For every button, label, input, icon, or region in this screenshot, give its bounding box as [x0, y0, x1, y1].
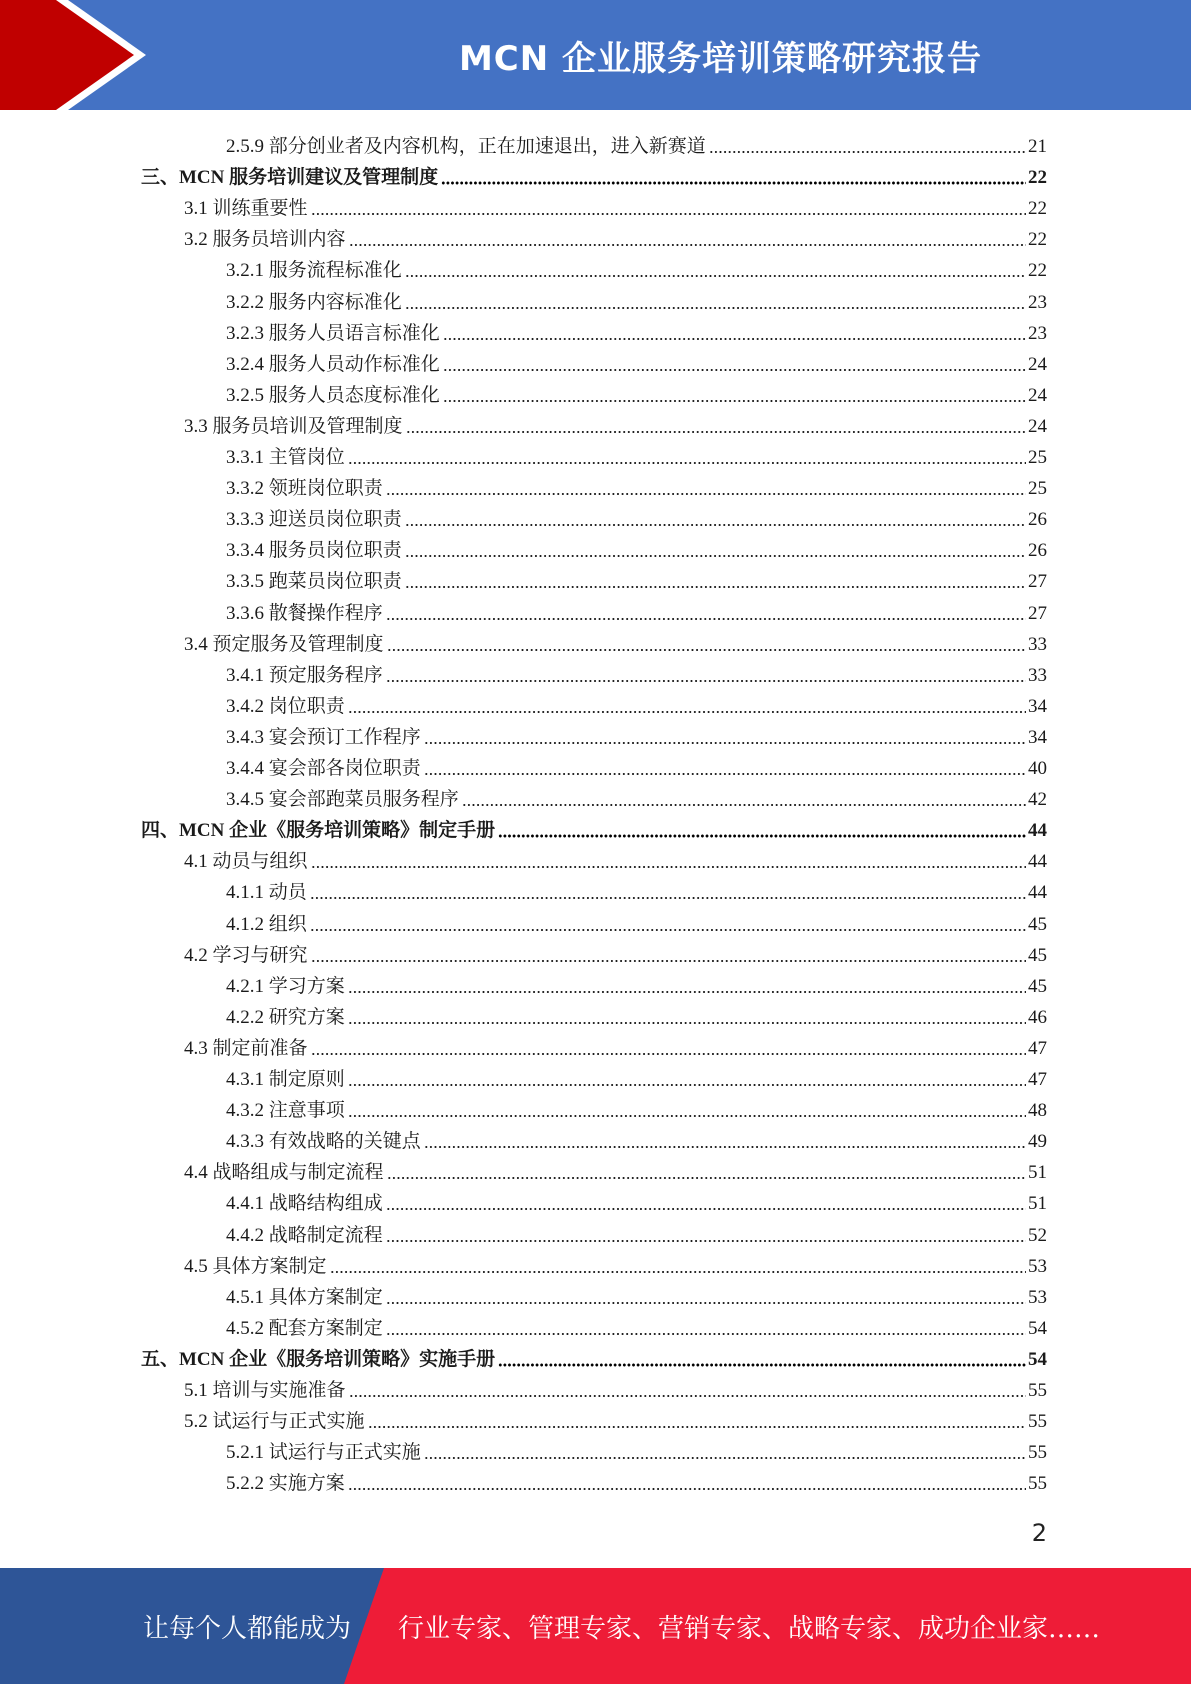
toc-entry-label: 4.1 动员与组织: [184, 851, 308, 873]
toc-entry-page: 22: [1028, 229, 1047, 251]
toc-leader-dots: [462, 803, 1026, 807]
toc-entry-label: 5.2.1 试运行与正式实施: [226, 1442, 421, 1464]
toc-entry[interactable]: [226, 251, 1047, 282]
toc-leader-dots: [386, 679, 1026, 683]
toc-entry[interactable]: [226, 283, 1047, 314]
toc-entry-label: 4.1.1 动员: [226, 882, 307, 904]
toc-entry-label: 4.5.1 具体方案制定: [226, 1286, 383, 1308]
toc-leader-dots: [443, 368, 1026, 372]
toc-entry[interactable]: [184, 1153, 1047, 1184]
toc-entry[interactable]: [226, 1216, 1047, 1247]
toc-leader-dots: [330, 1270, 1026, 1274]
toc-entry-page: 54: [1028, 1317, 1047, 1339]
toc-entry[interactable]: [226, 1122, 1047, 1153]
toc-entry-label: 3.3.6 散餐操作程序: [226, 602, 383, 624]
toc-entry-page: 27: [1028, 571, 1047, 593]
toc-entry-page: 49: [1028, 1131, 1047, 1153]
toc-entry-page: 54: [1028, 1348, 1047, 1370]
toc-entry-page: 21: [1028, 136, 1047, 157]
toc-entry-page: 33: [1028, 633, 1047, 655]
toc-entry-label: 3.4 预定服务及管理制度: [184, 633, 384, 655]
toc-entry-label: 3.2.2 服务内容标准化: [226, 291, 402, 313]
header-chevron-icon: [0, 0, 260, 110]
toc-leader-dots: [310, 896, 1026, 900]
toc-entry-page: 34: [1028, 726, 1047, 748]
toc-entry-page: 27: [1028, 602, 1047, 624]
toc-entry[interactable]: [226, 500, 1047, 531]
toc-leader-dots: [311, 865, 1026, 869]
toc-entry-page: 25: [1028, 447, 1047, 468]
toc-entry-label: 3.3.1 主管岗位: [226, 447, 345, 468]
toc-leader-dots: [405, 274, 1026, 278]
toc-entry-label: 三、MCN 服务培训建议及管理制度: [141, 167, 439, 189]
toc-leader-dots: [386, 617, 1026, 621]
toc-entry-label: 3.2.3 服务人员语言标准化: [226, 322, 440, 344]
toc-entry-page: 44: [1028, 820, 1047, 842]
toc-leader-dots: [424, 741, 1026, 745]
toc-entry-page: 22: [1028, 260, 1047, 282]
toc-entry[interactable]: [226, 314, 1047, 345]
toc-leader-dots: [349, 243, 1026, 247]
toc-entry-page: 23: [1028, 322, 1047, 344]
toc-entry-page: 51: [1028, 1193, 1047, 1215]
toc-entry[interactable]: [184, 625, 1047, 656]
toc-entry-label: 5.1 培训与实施准备: [184, 1380, 346, 1401]
toc-entry-page: 22: [1028, 167, 1047, 189]
toc-leader-dots: [424, 1145, 1026, 1149]
toc-leader-dots: [311, 212, 1026, 216]
toc-leader-dots: [405, 523, 1026, 527]
toc-entry-page: 55: [1028, 1411, 1047, 1433]
toc-leader-dots: [405, 306, 1026, 310]
toc-entry-page: 23: [1028, 291, 1047, 313]
toc-entry-label: 五、MCN 企业《服务培训策略》实施手册: [141, 1348, 496, 1370]
toc-leader-dots: [386, 492, 1026, 496]
toc-entry-page: 24: [1028, 415, 1047, 437]
toc-entry[interactable]: [226, 687, 1047, 718]
footer-slogan-right: 行业专家、管理专家、营销专家、战略专家、成功企业家……: [398, 1613, 1101, 1644]
toc-entry-label: 4.5.2 配套方案制定: [226, 1317, 383, 1339]
toc-leader-dots: [311, 1052, 1026, 1056]
toc-entry-label: 3.4.4 宴会部各岗位职责: [226, 758, 421, 779]
toc-leader-dots: [405, 585, 1026, 589]
toc-leader-dots: [443, 337, 1026, 341]
toc-entry[interactable]: [226, 1184, 1047, 1215]
toc-entry[interactable]: [226, 438, 1047, 469]
toc-entry-page: 55: [1028, 1380, 1047, 1401]
toc-entry-page: 53: [1028, 1255, 1047, 1277]
toc-entry-page: 26: [1028, 540, 1047, 562]
toc-leader-dots: [348, 1083, 1026, 1087]
toc-leader-dots: [349, 1394, 1026, 1398]
toc-entry-label: 4.3.1 制定原则: [226, 1069, 345, 1090]
toc-entry[interactable]: [184, 842, 1047, 873]
toc-entry-page: 24: [1028, 384, 1047, 406]
toc-entry-label: 3.2 服务员培训内容: [184, 229, 346, 251]
toc-entry-label: 5.2.2 实施方案: [226, 1473, 345, 1495]
toc-entry-label: 3.4.3 宴会预订工作程序: [226, 726, 421, 748]
toc-leader-dots: [498, 834, 1026, 838]
page-footer: [0, 1568, 1191, 1684]
toc-entry-label: 3.3.3 迎送员岗位职责: [226, 509, 402, 531]
toc-entry-page: 47: [1028, 1069, 1047, 1090]
toc-leader-dots: [406, 430, 1026, 434]
toc-leader-dots: [443, 399, 1026, 403]
toc-entry-label: 3.2.4 服务人员动作标准化: [226, 353, 440, 375]
toc-entry-page: 47: [1028, 1037, 1047, 1059]
toc-entry[interactable]: [226, 656, 1047, 687]
toc-entry[interactable]: [226, 127, 1047, 158]
toc-entry-page: 25: [1028, 478, 1047, 500]
toc-entry-label: 3.1 训练重要性: [184, 198, 308, 220]
toc-leader-dots: [709, 150, 1026, 154]
toc-entry-label: 4.4.2 战略制定流程: [226, 1224, 383, 1246]
toc-entry-page: 51: [1028, 1162, 1047, 1184]
toc-leader-dots: [498, 1363, 1026, 1367]
toc-entry[interactable]: [184, 1247, 1047, 1278]
toc-entry[interactable]: [141, 1340, 1047, 1371]
toc-entry[interactable]: [226, 998, 1047, 1029]
toc-entry-page: 48: [1028, 1100, 1047, 1122]
toc-entry-label: 3.3 服务员培训及管理制度: [184, 415, 403, 437]
toc-leader-dots: [348, 990, 1026, 994]
toc-leader-dots: [348, 1114, 1026, 1118]
toc-entry-label: 3.3.2 领班岗位职责: [226, 478, 383, 500]
toc-entry-label: 4.4 战略组成与制定流程: [184, 1162, 384, 1184]
toc-entry-page: 45: [1028, 913, 1047, 935]
toc-entry-label: 4.2.2 研究方案: [226, 1006, 345, 1028]
toc-leader-dots: [424, 772, 1026, 776]
toc-entry[interactable]: [226, 345, 1047, 376]
toc-entry-page: 45: [1028, 975, 1047, 997]
toc-leader-dots: [386, 1301, 1026, 1305]
toc-leader-dots: [387, 1176, 1026, 1180]
toc-entry-page: 26: [1028, 509, 1047, 531]
toc-entry[interactable]: [184, 1402, 1047, 1433]
toc-entry-label: 2.5.9 部分创业者及内容机构，正在加速退出，进入新赛道: [226, 136, 706, 157]
toc-entry-page: 44: [1028, 882, 1047, 904]
toc-entry[interactable]: [226, 873, 1047, 904]
toc-entry-label: 3.3.4 服务员岗位职责: [226, 540, 402, 562]
toc-entry[interactable]: [226, 531, 1047, 562]
footer-slogan-left: 让每个人都能成为: [143, 1613, 352, 1644]
toc-leader-dots: [424, 1456, 1026, 1460]
toc-entry[interactable]: [226, 780, 1047, 811]
toc-entry[interactable]: [226, 1433, 1047, 1464]
toc-leader-dots: [441, 181, 1026, 185]
toc-entry[interactable]: [184, 407, 1047, 438]
toc-entry-label: 四、MCN 企业《服务培训策略》制定手册: [141, 820, 496, 842]
toc-entry-page: 24: [1028, 353, 1047, 375]
toc-entry-page: 55: [1028, 1442, 1047, 1464]
toc-entry-label: 4.5 具体方案制定: [184, 1255, 327, 1277]
toc-entry[interactable]: [226, 1464, 1047, 1495]
toc-entry-page: 55: [1028, 1473, 1047, 1495]
page-number: 2: [1031, 1519, 1047, 1547]
toc-entry[interactable]: [226, 718, 1047, 749]
toc-entry-page: 42: [1028, 789, 1047, 811]
toc-entry-page: 44: [1028, 851, 1047, 873]
toc-entry[interactable]: [226, 1309, 1047, 1340]
toc-entry-page: 52: [1028, 1224, 1047, 1246]
toc-entry[interactable]: [226, 469, 1047, 500]
toc-entry[interactable]: [226, 905, 1047, 936]
toc-leader-dots: [387, 648, 1026, 652]
toc-entry[interactable]: [141, 158, 1047, 189]
toc-leader-dots: [348, 1487, 1026, 1491]
toc-entry-label: 4.2.1 学习方案: [226, 975, 345, 997]
toc-entry-label: 3.2.5 服务人员态度标准化: [226, 384, 440, 406]
toc-entry-label: 3.2.1 服务流程标准化: [226, 260, 402, 282]
toc-entry-label: 3.3.5 跑菜员岗位职责: [226, 571, 402, 593]
toc-entry-page: 34: [1028, 695, 1047, 717]
toc-entry-page: 46: [1028, 1006, 1047, 1028]
document-title: MCN 企业服务培训策略研究报告: [458, 38, 983, 79]
toc-entry[interactable]: [226, 562, 1047, 593]
toc-entry[interactable]: [226, 1091, 1047, 1122]
toc-entry-label: 3.4.1 预定服务程序: [226, 664, 383, 686]
toc-entry-label: 3.4.5 宴会部跑菜员服务程序: [226, 789, 459, 811]
toc-entry[interactable]: [184, 220, 1047, 251]
toc-entry[interactable]: [184, 1029, 1047, 1060]
toc-leader-dots: [310, 928, 1026, 932]
toc-entry-page: 22: [1028, 198, 1047, 220]
toc-leader-dots: [348, 1021, 1026, 1025]
toc-leader-dots: [386, 1239, 1026, 1243]
toc-leader-dots: [368, 1425, 1026, 1429]
toc-entry-page: 45: [1028, 944, 1047, 966]
toc-leader-dots: [405, 554, 1026, 558]
toc-entry[interactable]: [184, 189, 1047, 220]
toc-entry-label: 4.2 学习与研究: [184, 944, 308, 966]
toc-leader-dots: [311, 959, 1026, 963]
toc-entry[interactable]: [184, 936, 1047, 967]
toc-entry[interactable]: [184, 1371, 1047, 1402]
toc-entry[interactable]: [141, 811, 1047, 842]
toc-entry[interactable]: [226, 594, 1047, 625]
toc-leader-dots: [348, 710, 1026, 714]
toc-entry-page: 33: [1028, 664, 1047, 686]
toc-entry-label: 4.1.2 组织: [226, 913, 307, 935]
toc-entry[interactable]: [226, 749, 1047, 780]
toc-entry-label: 3.4.2 岗位职责: [226, 695, 345, 717]
toc-entry[interactable]: [226, 1060, 1047, 1091]
toc-leader-dots: [386, 1332, 1026, 1336]
toc-entry-label: 4.3.2 注意事项: [226, 1100, 345, 1122]
toc-entry[interactable]: [226, 376, 1047, 407]
toc-entry-page: 40: [1028, 758, 1047, 779]
toc-entry[interactable]: [226, 1278, 1047, 1309]
toc-entry-label: 5.2 试运行与正式实施: [184, 1411, 365, 1433]
toc-leader-dots: [348, 461, 1026, 465]
toc-leader-dots: [386, 1207, 1026, 1211]
toc-entry-page: 53: [1028, 1286, 1047, 1308]
toc-entry-label: 4.4.1 战略结构组成: [226, 1193, 383, 1215]
page-header: [0, 0, 1191, 110]
toc-entry-label: 4.3.3 有效战略的关键点: [226, 1131, 421, 1153]
toc-entry-label: 4.3 制定前准备: [184, 1037, 308, 1059]
toc-entry[interactable]: [226, 967, 1047, 998]
